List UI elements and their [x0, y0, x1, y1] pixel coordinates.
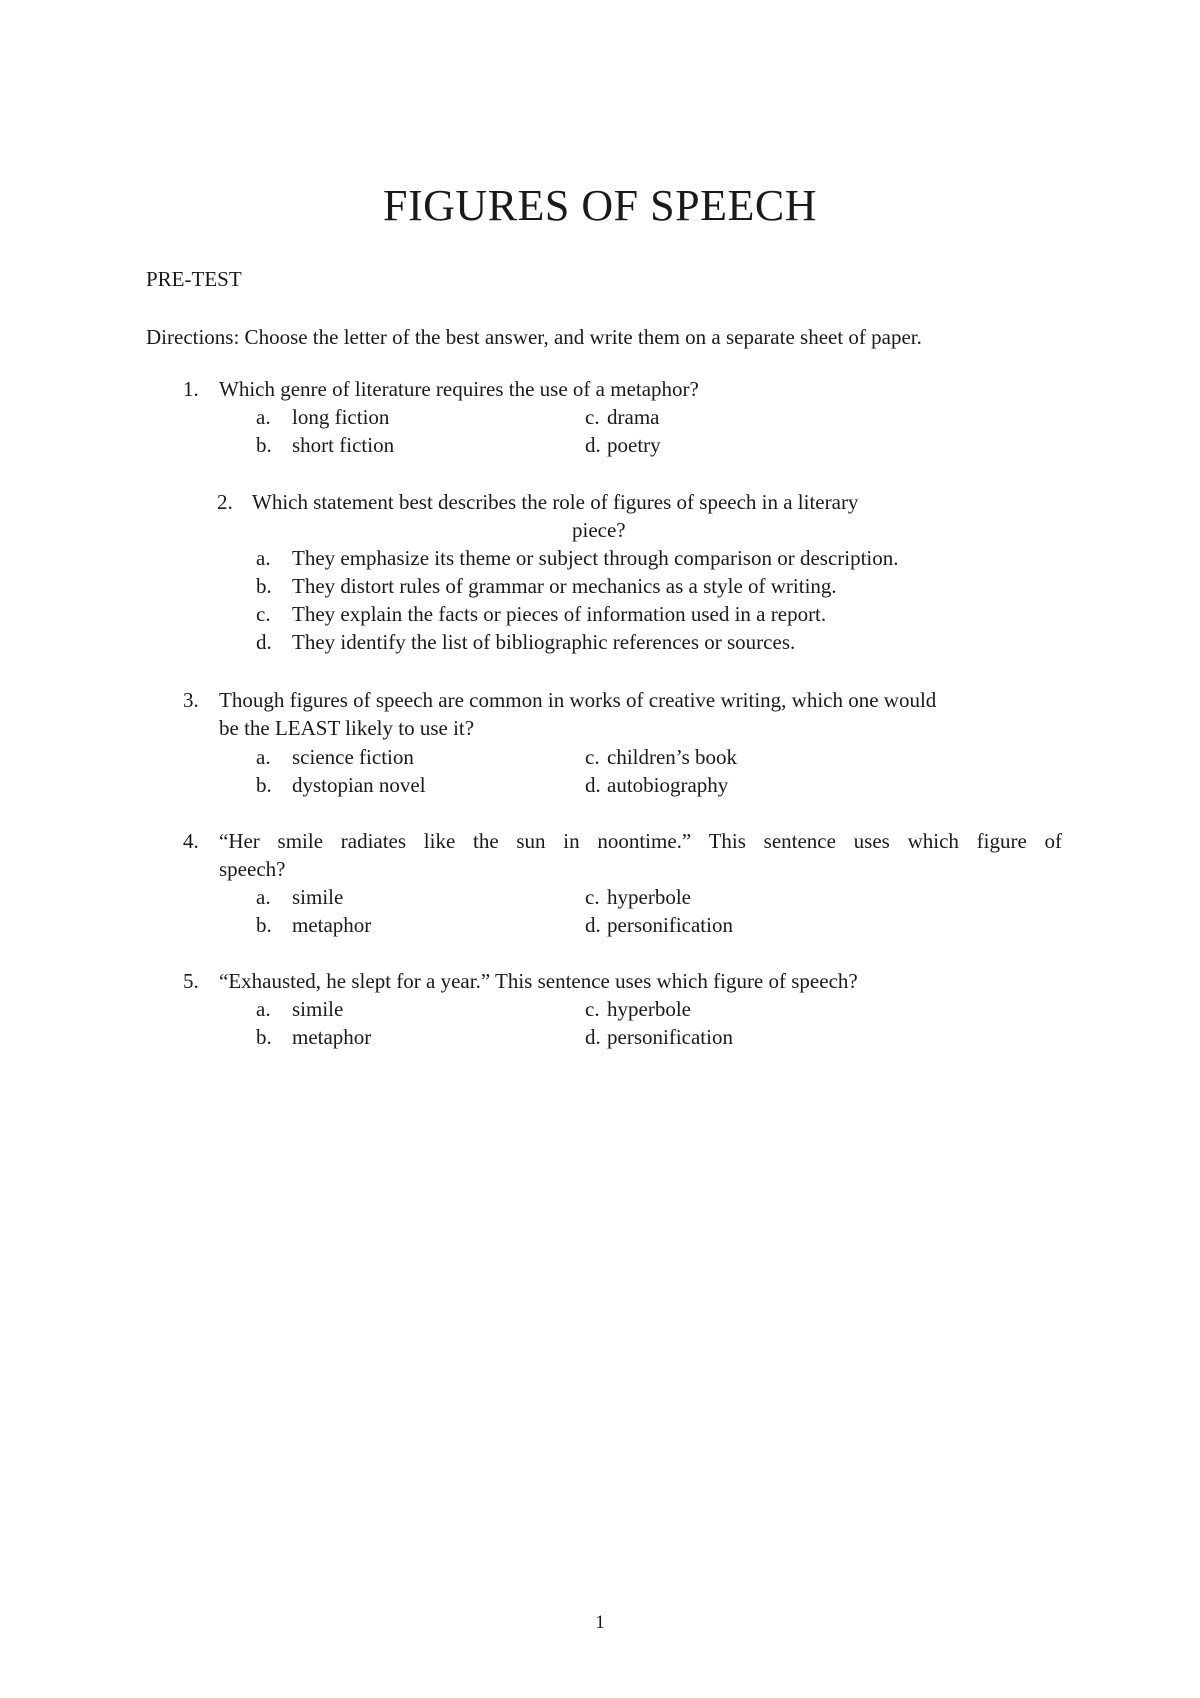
option-letter: c.: [585, 997, 600, 1021]
question-text: Which statement best describes the role of figures of speech in a literary: [252, 490, 859, 514]
option-text: poetry: [607, 433, 661, 457]
option-text: personification: [607, 1025, 733, 1049]
option-letter: c.: [585, 405, 600, 429]
option-text: They distort rules of grammar or mechanics as a style of writing.: [292, 574, 837, 598]
option-letter: b.: [256, 574, 272, 598]
option-letter: b.: [256, 1025, 272, 1049]
question-text-continued: speech?: [219, 857, 286, 881]
option-letter: b.: [256, 773, 272, 797]
option-text: dystopian novel: [292, 773, 426, 797]
question-text: Which genre of literature requires the use of a metaphor?: [219, 377, 699, 401]
document-title: FIGURES OF SPEECH: [383, 181, 817, 230]
option-text: children’s book: [607, 745, 738, 769]
option-text: drama: [607, 405, 660, 429]
option-letter: d.: [256, 630, 272, 654]
question-number: 5.: [183, 969, 199, 993]
question-text: “Her smile radiates like the sun in noontime.” This sentence uses which figure of: [219, 829, 1062, 853]
question-text-continued: piece?: [572, 518, 626, 542]
question-text-continued: be the LEAST likely to use it?: [219, 716, 475, 740]
option-letter: a.: [256, 405, 271, 429]
option-text: autobiography: [607, 773, 729, 797]
directions-text: Directions: Choose the letter of the best answer, and write them on a separate sheet of paper.: [146, 325, 922, 349]
option-text: hyperbole: [607, 997, 691, 1021]
question-text: Though figures of speech are common in works of creative writing, which one would: [219, 688, 937, 712]
question-number: 4.: [183, 829, 199, 853]
option-letter: a.: [256, 885, 271, 909]
option-letter: c.: [585, 885, 600, 909]
option-letter: d.: [585, 1025, 601, 1049]
option-text: They identify the list of bibliographic references or sources.: [292, 630, 796, 654]
section-heading: PRE-TEST: [146, 267, 242, 291]
option-text: metaphor: [292, 913, 372, 937]
option-letter: d.: [585, 433, 601, 457]
option-text: long fiction: [292, 405, 390, 429]
question-text: “Exhausted, he slept for a year.” This sentence uses which figure of speech?: [219, 969, 858, 993]
option-text: simile: [292, 885, 344, 909]
option-text: hyperbole: [607, 885, 691, 909]
option-letter: d.: [585, 913, 601, 937]
question-number: 1.: [183, 377, 199, 401]
option-text: short fiction: [292, 433, 395, 457]
page-number: 1: [595, 1612, 605, 1633]
option-letter: c.: [256, 602, 271, 626]
option-text: science fiction: [292, 745, 414, 769]
option-text: simile: [292, 997, 344, 1021]
option-text: personification: [607, 913, 733, 937]
option-text: They explain the facts or pieces of information used in a report.: [292, 602, 827, 626]
option-letter: a.: [256, 546, 271, 570]
option-letter: b.: [256, 913, 272, 937]
question-number: 3.: [183, 688, 199, 712]
option-letter: d.: [585, 773, 601, 797]
option-letter: a.: [256, 745, 271, 769]
question-number: 2.: [217, 490, 233, 514]
option-text: They emphasize its theme or subject through comparison or description.: [292, 546, 899, 570]
option-letter: a.: [256, 997, 271, 1021]
option-letter: c.: [585, 745, 600, 769]
option-text: metaphor: [292, 1025, 372, 1049]
option-letter: b.: [256, 433, 272, 457]
